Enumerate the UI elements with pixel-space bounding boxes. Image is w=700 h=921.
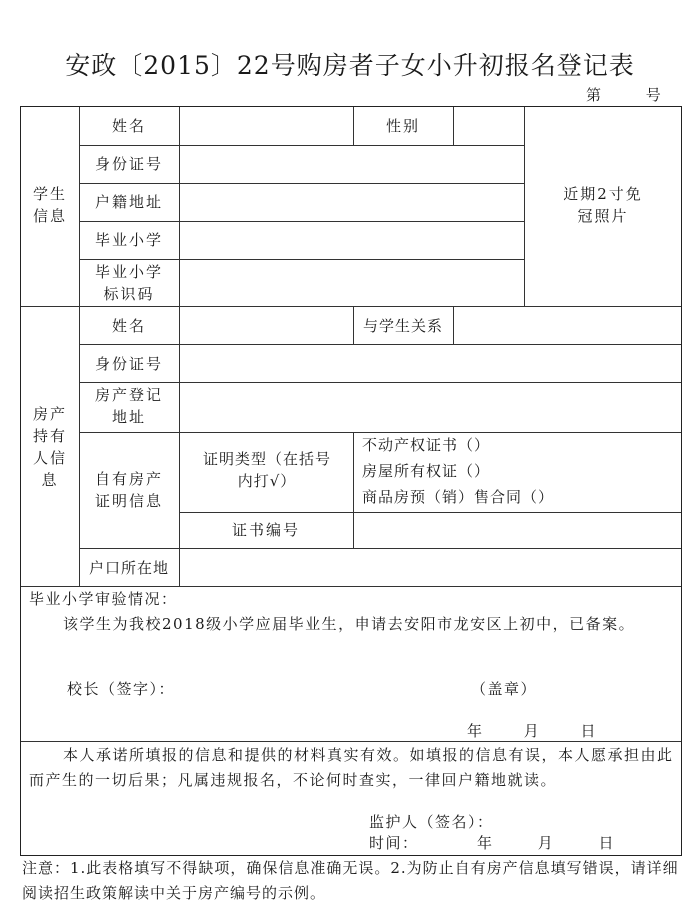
cert-type-label: 证明类型（在括号内打√） — [203, 450, 332, 490]
student-hukou-label: 户籍地址 — [94, 193, 163, 211]
student-name-label: 姓名 — [111, 117, 146, 135]
owner-name-label: 姓名 — [111, 317, 146, 335]
owner-id-field[interactable] — [181, 346, 679, 380]
principal-signature-label: 校长（签字）： — [67, 680, 176, 698]
student-section-label: 学生信息 — [32, 185, 67, 225]
guardian-signature-label: 监护人（签名）： — [369, 813, 494, 831]
cert-option-presale-contract[interactable]: 商品房预（销）售合同（） — [362, 488, 555, 506]
verification-heading: 毕业小学审验情况： — [29, 590, 178, 608]
student-id-field[interactable] — [181, 147, 522, 181]
student-gender-field[interactable] — [455, 109, 522, 143]
serial-number-label: 第 号 — [586, 86, 661, 104]
student-name-field[interactable] — [181, 109, 351, 143]
seal-label: （盖章） — [471, 680, 538, 698]
pledge-text: 本人承诺所填报的信息和提供的材料真实有效。如填报的信息有误，本人愿承担由此而产生的一切后果；凡属违规报名，不论何时查实，一律回户籍地就读。 — [29, 746, 674, 789]
own-property-label: 自有房产证明信息 — [94, 470, 163, 510]
owner-section-label: 房产持有人信息 — [32, 405, 67, 489]
verification-date: 年 月 日 — [467, 722, 598, 740]
student-id-label: 身份证号 — [94, 155, 163, 173]
owner-relation-label: 与学生关系 — [362, 317, 443, 335]
student-school-field[interactable] — [181, 223, 522, 257]
student-school-code-label: 毕业小学标识码 — [94, 263, 163, 303]
verification-text: 该学生为我校2018级小学应届毕业生，申请去安阳市龙安区上初中，已备案。 — [63, 615, 636, 633]
cert-option-real-estate[interactable]: 不动产权证书（） — [362, 436, 491, 454]
photo-placeholder: 近期2寸免冠照片 — [563, 185, 643, 225]
student-hukou-field[interactable] — [181, 185, 522, 219]
student-school-label: 毕业小学 — [94, 231, 163, 249]
owner-name-field[interactable] — [181, 308, 351, 342]
owner-hukou-label: 户口所在地 — [88, 559, 169, 577]
pledge-time-label: 时间： — [369, 834, 419, 852]
cert-option-house-ownership[interactable]: 房屋所有权证（） — [362, 462, 491, 480]
owner-relation-field[interactable] — [455, 308, 679, 342]
registration-form — [20, 106, 682, 856]
pledge-date: 年 月 日 — [477, 834, 616, 852]
footnote: 注意：1.此表格填写不得缺项，确保信息准确无误。2.为防止自有房产信息填写错误，请详细阅读招生政策解读中关于房产编号的示例。 — [22, 859, 679, 902]
page-title: 安政〔2015〕22号购房者子女小升初报名登记表 — [65, 51, 635, 80]
cert-number-label: 证书编号 — [231, 521, 300, 539]
owner-hukou-field[interactable] — [181, 550, 679, 584]
property-address-label: 房产登记地址 — [94, 386, 163, 426]
student-school-code-field[interactable] — [181, 261, 522, 304]
property-address-field[interactable] — [181, 384, 679, 430]
cert-number-field[interactable] — [355, 514, 679, 546]
student-gender-label: 性别 — [385, 117, 420, 135]
owner-id-label: 身份证号 — [94, 355, 163, 373]
